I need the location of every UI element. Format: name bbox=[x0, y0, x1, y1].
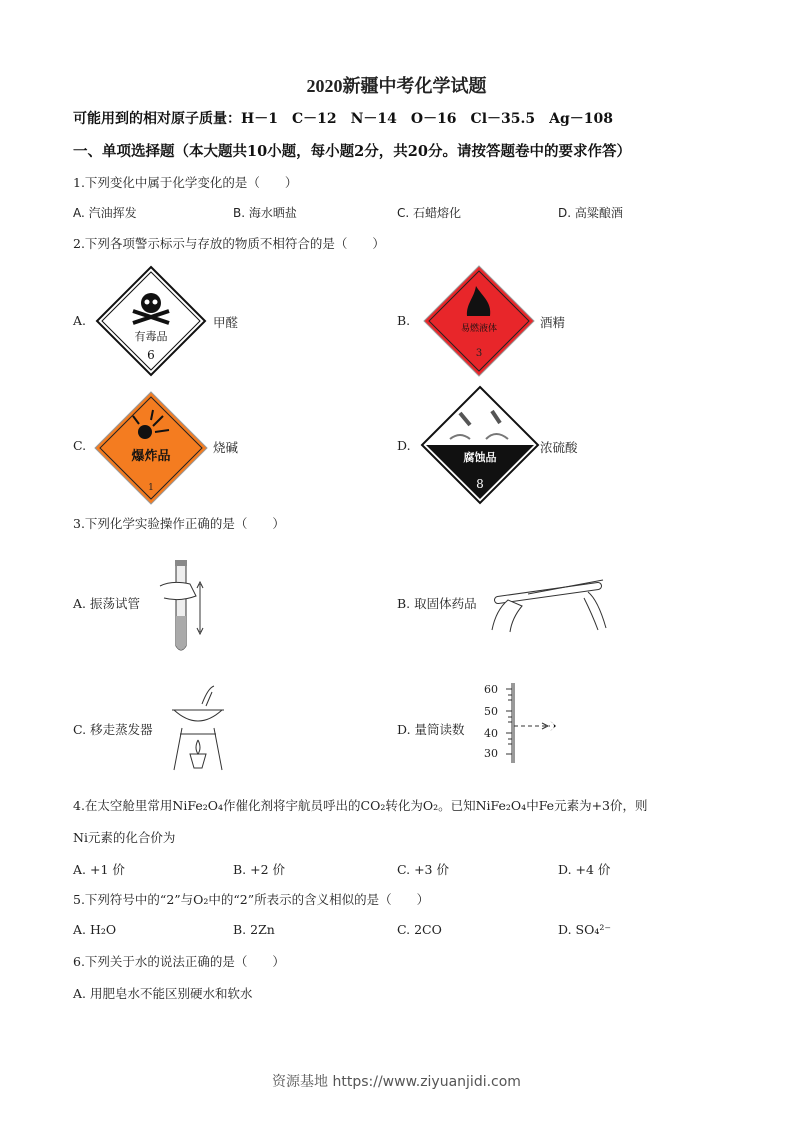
q1-option-c: C. 石蜡熔化 bbox=[397, 206, 462, 220]
q4-stem-line1: 4.在太空舱里常用NiFe₂O₄作催化剂将宇航员呼出的CO₂转化为O₂。已知NiFe₂O₄中Fe元素为+3价，则 bbox=[73, 798, 648, 813]
section-heading: 一、单项选择题（本大题共10小题，每小题2分，共20分。请按答题卷中的要求作答） bbox=[73, 143, 631, 160]
q2-letter-d: D. bbox=[397, 438, 411, 453]
cylinder-tick-60: 60 bbox=[484, 683, 498, 696]
svg-text:6: 6 bbox=[147, 348, 155, 362]
atomic-masses: 可能用到的相对原子质量：H－1 C－12 N－14 O－16 Cl－35.5 Ag－108 bbox=[73, 111, 613, 127]
q4-option-c: C. +3 价 bbox=[397, 862, 449, 877]
q3-option-d: D. 量筒读数 bbox=[397, 722, 465, 737]
q1-option-b: B. 海水晒盐 bbox=[233, 206, 297, 220]
q5-option-d: D. SO₄²⁻ bbox=[558, 922, 611, 937]
cylinder-tick-40: 40 bbox=[484, 727, 498, 740]
explosive-sign bbox=[93, 390, 209, 506]
corrosive-sign-text: 腐蚀品 bbox=[463, 451, 497, 464]
toxic-sign-text: 有毒品 bbox=[134, 330, 168, 343]
q2-substance-c: 烧碱 bbox=[213, 440, 239, 455]
graduated-cylinder-figure bbox=[480, 683, 580, 767]
q3-stem: 3.下列化学实验操作正确的是（ ） bbox=[73, 516, 285, 531]
q1-option-a: A. 汽油挥发 bbox=[73, 206, 137, 220]
shaking-test-tube-figure bbox=[150, 556, 210, 656]
q6-option-a: A. 用肥皂水不能区别硬水和软水 bbox=[73, 986, 253, 1001]
svg-text:1: 1 bbox=[148, 483, 154, 493]
q3-option-b: B. 取固体药品 bbox=[397, 596, 477, 611]
q2-substance-b: 酒精 bbox=[540, 315, 566, 330]
explosive-sign-text: 爆炸品 bbox=[131, 449, 171, 464]
q4-option-b: B. +2 价 bbox=[233, 862, 286, 877]
q5-option-c: C. 2CO bbox=[397, 922, 442, 937]
q2-letter-c: C. bbox=[73, 438, 87, 453]
toxic-sign bbox=[95, 265, 207, 377]
svg-text:3: 3 bbox=[475, 348, 483, 359]
page-title: 2020新疆中考化学试题 bbox=[306, 76, 487, 96]
corrosive-sign bbox=[420, 385, 540, 505]
q4-stem-line2: Ni元素的化合价为 bbox=[73, 830, 176, 845]
q2-substance-d: 浓硫酸 bbox=[540, 440, 578, 455]
q2-letter-b: B. bbox=[397, 313, 411, 328]
q5-option-b: B. 2Zn bbox=[233, 922, 275, 937]
svg-text:8: 8 bbox=[476, 477, 484, 491]
flammable-liquid-sign bbox=[422, 264, 536, 378]
evaporating-dish-figure bbox=[168, 684, 228, 774]
cylinder-tick-30: 30 bbox=[484, 747, 498, 760]
q5-option-a: A. H₂O bbox=[73, 922, 117, 937]
q1-option-d: D. 高粱酿酒 bbox=[558, 206, 623, 220]
q3-option-c: C. 移走蒸发器 bbox=[73, 722, 153, 737]
q2-stem: 2.下列各项警示标示与存放的物质不相符合的是（ ） bbox=[73, 236, 385, 251]
cylinder-tick-50: 50 bbox=[484, 705, 498, 718]
q2-letter-a: A. bbox=[73, 313, 87, 328]
q1-stem: 1.下列变化中属于化学变化的是（ ） bbox=[73, 175, 298, 190]
q4-option-a: A. +1 价 bbox=[73, 862, 125, 877]
footer-watermark[interactable]: 资源基地 https://www.ziyuanjidi.com bbox=[272, 1074, 521, 1090]
flammable-sign-text: 易燃液体 bbox=[460, 324, 498, 334]
taking-solid-figure bbox=[488, 570, 613, 635]
q2-substance-a: 甲醛 bbox=[213, 315, 239, 330]
q5-stem: 5.下列符号中的“2”与O₂中的“2”所表示的含义相似的是（ ） bbox=[73, 892, 430, 907]
q3-option-a: A. 振荡试管 bbox=[73, 596, 140, 611]
q6-stem: 6.下列关于水的说法正确的是（ ） bbox=[73, 954, 285, 969]
q4-option-d: D. +4 价 bbox=[558, 862, 611, 877]
